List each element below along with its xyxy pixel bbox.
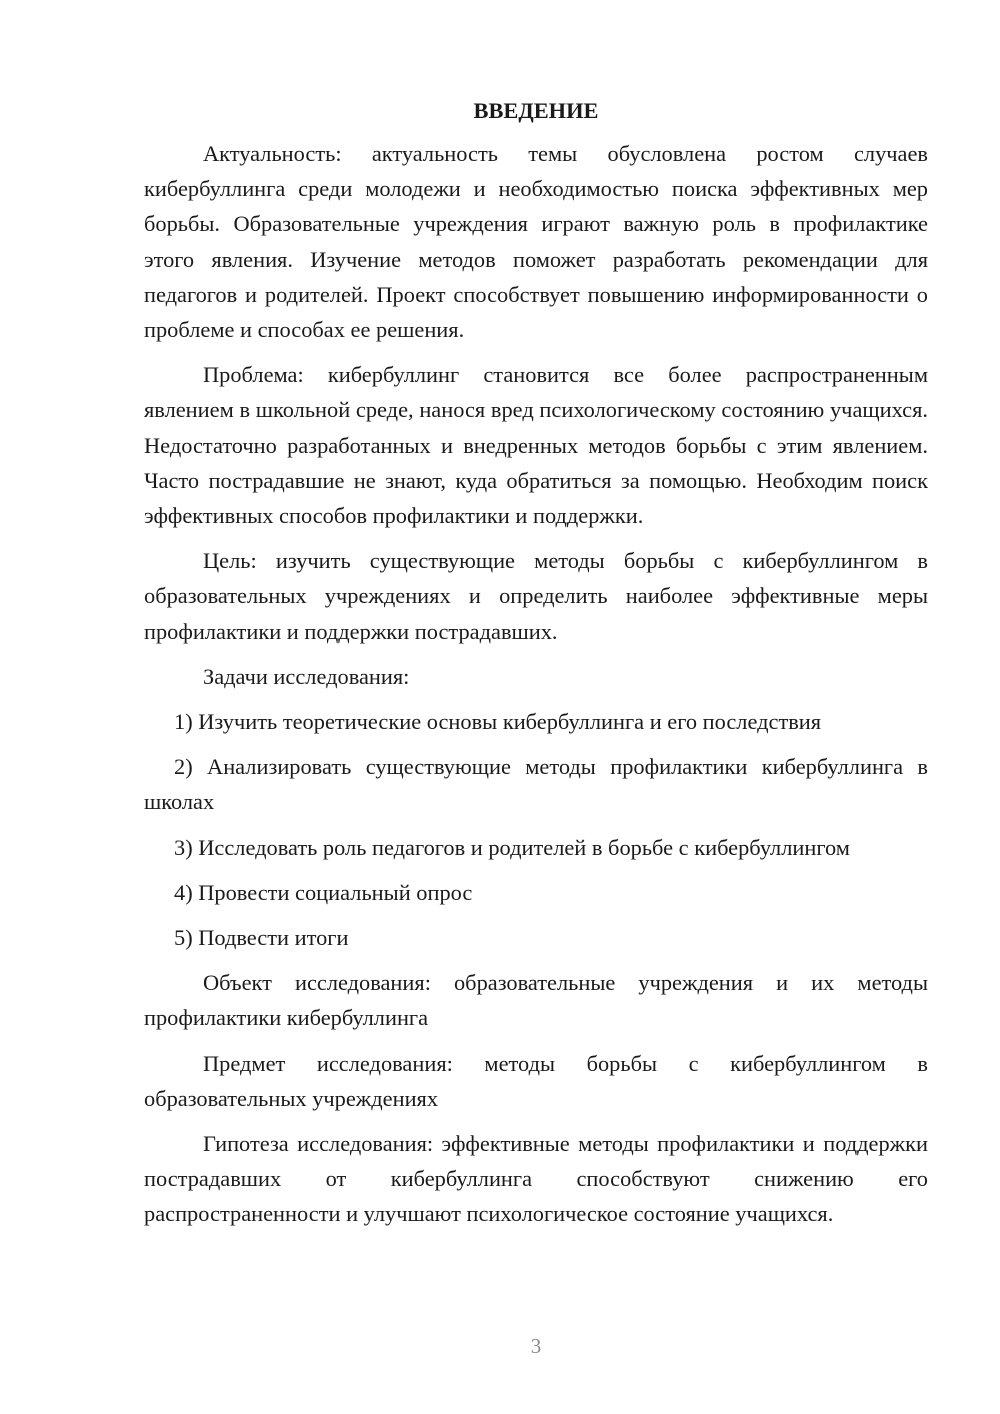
task-item: 5) Подвести итоги xyxy=(174,925,349,951)
hypothesis-paragraph: Гипотеза исследования: эффективные методы профилактики и поддержки пострадавших от кибербуллинга способствуют снижению его распространенности и улучшают психологическое состояние учащихся. xyxy=(144,1131,928,1227)
problem-paragraph: Проблема: кибербуллинг становится все более распространенным явлением в школьной среде, нанося вред психологическому состоянию учащихся. Недостаточно разработанных и внедренных методов борьбы с этим явлением. Часто пострадавшие не знают, куда обратиться за помощью. Необходим поиск эффективных способов профилактики и поддержки. xyxy=(144,362,928,529)
tasks-heading: Задачи исследования: xyxy=(203,663,410,689)
object-paragraph: Объект исследования: образовательные учреждения и их методы профилактики кибербуллинга xyxy=(144,970,928,1031)
page-number: 3 xyxy=(530,1334,542,1358)
subject-paragraph: Предмет исследования: методы борьбы с кибербуллингом в образовательных учреждениях xyxy=(144,1050,928,1111)
document-page xyxy=(144,96,928,1242)
goal-paragraph: Цель: изучить существующие методы борьбы с кибербуллингом в образовательных учреждениях и определить наиболее эффективные меры профилактики и поддержки пострадавших. xyxy=(144,548,928,644)
task-item: 4) Провести социальный опрос xyxy=(174,879,473,905)
task-item: 1) Изучить теоретические основы кибербуллинга и его последствия xyxy=(174,709,822,735)
relevance-paragraph: Актуальность: актуальность темы обусловлена ростом случаев кибербуллинга среди молодежи и необходимостью поиска эффективных мер борьбы. Образовательные учреждения играют важную роль в профилактике этого явления. Изучение методов поможет разработать рекомендации для педагогов и родителей. Проект способствует повышению информированности о проблеме и способах ее решения. xyxy=(144,141,928,343)
task-item: 2) Анализировать существующие методы профилактики кибербуллинга в школах xyxy=(144,754,928,815)
task-item: 3) Исследовать роль педагогов и родителей в борьбе с кибербуллингом xyxy=(174,834,850,860)
section-title: ВВЕДЕНИЕ xyxy=(473,98,599,123)
